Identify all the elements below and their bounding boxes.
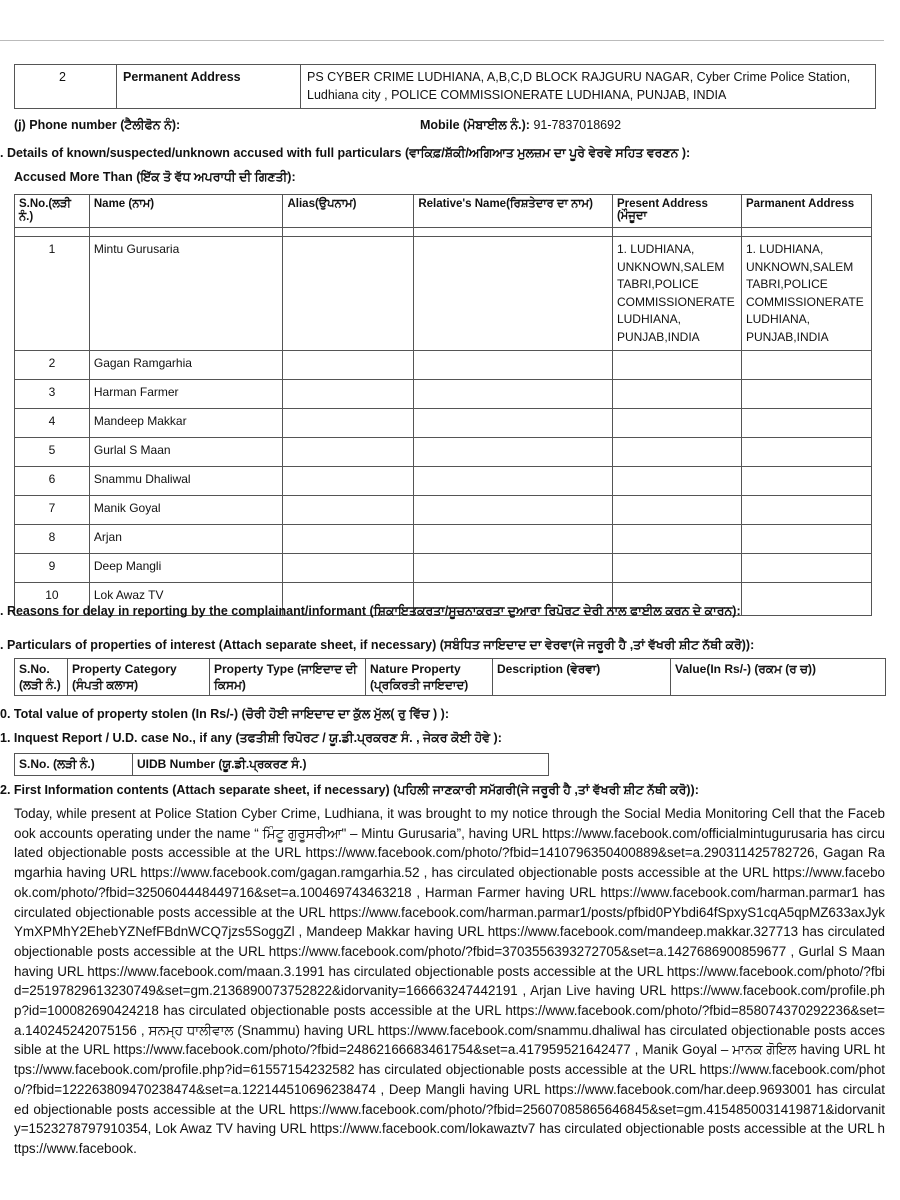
fir-contents-body: Today, while present at Police Station Cyber Crime, Ludhiana, it was brought to my notice through the Social Media Monitoring Cell that the Facebook accounts operating under the name “ ਮਿੰਟੂ ਗੁਰੂਸਰੀਆ" – Mintu Gurusaria”, having URL https://www.facebook.com/officialmintugurusaria has circulated objectionable posts accessible at the URL https://www.facebook.com/photo/?fbid=1410796350400889&set=a.290311425782726, Gagan Ramgarhia having URL https://www.facebook.com/gagan.ramgarhia.52 , has circulated objectionable posts accessible at the URL https://www.facebook.com/photo/?fbid=3250604448449716&set=a.100469743463218 , Harman Farmer having URL https://www.facebook.com/harman.parmar1 has circulated objectionable posts accessible at the URL https://www.facebook.com/harman.parmar1/posts/pfbid0PYbdi64fSpxyS1cqA5qpMZ633axJykYmXPMhY2EhebYZNefFBdnWCQ7jzs5SoggZl , Mandeep Makkar having URL https://www.facebook.com/mandeep.makkar.327713 has circulated objectionable posts accessible at the URL https://www.facebook.com/photo/?fbid=3703556393272705&set=a.1427686900859677 , Gurlal S Maan having URL https://www.facebook.com/maan.3.1991 has circulated objectionable posts accessible at the URL https://www.facebook.com/photo/?fbid=2519782961323074​9&set=gm.2136890073752822&idorvanity=166663247442191 , Arjan Live having URL https://www.facebook.com/profile.php?id=100082690424218 has circulated objectionable posts accessible at the URL https://www.facebook.com/photo/?fbid=858074370292236&set=a.140245242075156 , ਸਨਮ੍ਹ ਧਾਲੀਵਾਲ (Snammu) having URL https://www.facebook.com/snammu.dhaliwal has circulated objectionable posts accessible at the URL https://www.facebook.com/photo/?fbid=2486216668346175​4&set=a.417959521642477 , Manik Goyal – ਮਾਨਕ ਗੋਇਲ having URL https://www.facebook.com/profile.php?id=61557154232582 has circulated objectionable posts accessible at the URL https://www.facebook.com/photo/?fbid=122263809470238474&set=a.122144510696238474 , Deep Mangli having URL https://www.facebook.com/har.deep.9693001 has circulated objectionable posts accessible at the URL https://www.facebook.com/photo/?fbid=2560708586564684​5&set=gm.4154850031419871&idorvanity=1523278797910354, Lok Awaz TV having URL https://www.facebook.com/lokawaztv7 has circulated objectionable posts accessible at the URL https://www.facebook. bbox=[14, 806, 885, 1156]
mobile-line bbox=[420, 118, 621, 133]
address-row-value: PS CYBER CRIME LUDHIANA, A,B,C,D BLOCK RAJGURU NAGAR, Cyber Crime Police Station, Ludhiana city , POLICE COMMISSIONERATE LUDHIANA, PUNJAB, INDIA bbox=[301, 65, 876, 109]
row-alias bbox=[283, 237, 414, 351]
row-name: Deep Mangli bbox=[89, 554, 283, 583]
row-name: Lok Awaz TV bbox=[89, 583, 283, 616]
row-sno: 1 bbox=[15, 237, 90, 351]
page-top-rule bbox=[0, 40, 884, 41]
row-permanent-address: 1. LUDHIANA, UNKNOWN,SALEM TABRI,POLICE COMMISSIONERATE LUDHIANA, PUNJAB,INDIA bbox=[741, 237, 871, 351]
table-row bbox=[15, 525, 872, 554]
row-name: Snammu Dhaliwal bbox=[89, 467, 283, 496]
table-row bbox=[15, 496, 872, 525]
property-table bbox=[14, 658, 886, 696]
mobile-label: Mobile (ਮੋਬਾਈਲ ਨੰ.): bbox=[420, 118, 530, 132]
row-sno: 7 bbox=[15, 496, 90, 525]
col-relative: Relative's Name(ਰਿਸ਼ਤੇਦਾਰ ਦਾ ਨਾਮ) bbox=[414, 195, 613, 228]
col-nature-property: Nature Property (ਪ੍ਰਕਿਰਤੀ ਜਾਇਦਾਦ) bbox=[366, 659, 493, 696]
row-sno: 9 bbox=[15, 554, 90, 583]
col-sno: S.No.(ਲੜੀ ਨੰ.) bbox=[15, 195, 90, 228]
row-sno: 8 bbox=[15, 525, 90, 554]
accused-section-heading: . Details of known/suspected/unknown accused with full particulars (ਵਾਕਿਫ਼/ਸ਼ੱਕੀ/ਅਗਿਆਤ ਮੁਲਜ਼ਮ ਦਾ ਪੂਰੇ ਵੇਰਵੇ ਸਹਿਤ ਵਰਣਨ ): bbox=[0, 146, 691, 160]
row-name: Arjan bbox=[89, 525, 283, 554]
table-row bbox=[15, 351, 872, 380]
row-sno: 3 bbox=[15, 380, 90, 409]
col-property-type: Property Type (ਜਾਇਦਾਦ ਦੀ ਕਿਸਮ) bbox=[210, 659, 366, 696]
col-alias: Alias(ਉਪਨਾਮ) bbox=[283, 195, 414, 228]
inquest-heading: 1. Inquest Report / U.D. case No., if any (ਤਫਤੀਸ਼ੀ ਰਿਪੋਰਟ / ਯੂ.ਡੀ.ਪ੍ਰਕਰਣ ਸੰ. , ਜੇਕਰ ਕੋਈ ਹੋਵੇ ): bbox=[0, 731, 502, 745]
table-row bbox=[15, 554, 872, 583]
property-section-heading: . Particulars of properties of interest (Attach separate sheet, if necessary) (ਸਬੰਧਿਤ ਜਾਇਦਾਦ ਦਾ ਵੇਰਵਾ(ਜੇ ਜਰੂਰੀ ਹੈ ,ਤਾਂ ਵੱਖਰੀ ਸ਼ੀਟ ਨੱਥੀ ਕਰੋ)): bbox=[0, 638, 755, 652]
row-sno: 6 bbox=[15, 467, 90, 496]
fir-contents-heading: 2. First Information contents (Attach separate sheet, if necessary) (ਪਹਿਲੀ ਜਾਣਕਾਰੀ ਸਮੱਗਰੀ(ਜੇ ਜਰੂਰੀ ਹੈ ,ਤਾਂ ਵੱਖਰੀ ਸ਼ੀਟ ਨੱਥੀ ਕਰੋ)): bbox=[0, 783, 699, 797]
row-sno: 5 bbox=[15, 438, 90, 467]
table-row bbox=[15, 409, 872, 438]
col-present-address: Present Address (ਮੌਜੂਦਾ bbox=[612, 195, 741, 228]
col-permanent-address: Parmanent Address bbox=[741, 195, 871, 228]
row-relative bbox=[414, 237, 613, 351]
row-name: Mintu Gurusaria bbox=[89, 237, 283, 351]
delay-reasons-heading: . Reasons for delay in reporting by the complainant/informant (ਸ਼ਿਕਾਇਤਕਰਤਾ/ਸੂਚਨਾਕਰਤਾ ਦੁਆਰਾ ਰਿਪੋਰਟ ਦੇਰੀ ਨਾਲ ਫਾਈਲ ਕਰਨ ਦੇ ਕਾਰਨ): bbox=[0, 604, 741, 618]
accused-table bbox=[14, 194, 872, 616]
col-description: Description (ਵੇਰਵਾ) bbox=[493, 659, 671, 696]
col-property-category: Property Category (ਸੰਪਤੀ ਕਲਾਸ) bbox=[68, 659, 210, 696]
row-name: Harman Farmer bbox=[89, 380, 283, 409]
phone-number-label: (j) Phone number (ਟੈਲੀਫੋਨ ਨੰ): bbox=[14, 118, 181, 132]
address-row-number: 2 bbox=[15, 65, 117, 109]
col-name: Name (ਨਾਮ) bbox=[89, 195, 283, 228]
row-name: Mandeep Makkar bbox=[89, 409, 283, 438]
col-value: Value(In Rs/-) (ਰਕਮ (ਰ ਚ)) bbox=[671, 659, 886, 696]
row-name: Gagan Ramgarhia bbox=[89, 351, 283, 380]
row-present-address: 1. LUDHIANA, UNKNOWN,SALEM TABRI,POLICE COMMISSIONERATE LUDHIANA, PUNJAB,INDIA bbox=[612, 237, 741, 351]
row-name: Manik Goyal bbox=[89, 496, 283, 525]
table-row bbox=[15, 467, 872, 496]
col-sno: S.No. (ਲੜੀ ਨੰ.) bbox=[15, 754, 133, 776]
mobile-value: 91-7837018692 bbox=[533, 118, 622, 132]
accused-count-heading: Accused More Than (ਇੱਕ ਤੋ ਵੱਧ ਅਪਰਾਧੀ ਦੀ ਗਿਣਤੀ): bbox=[14, 170, 296, 184]
row-sno: 4 bbox=[15, 409, 90, 438]
property-table-header bbox=[15, 659, 886, 696]
stolen-value-heading: 0. Total value of property stolen (In Rs/-) (ਚੋਰੀ ਹੋਈ ਜਾਇਦਾਦ ਦਾ ਕੁੱਲ ਮੁੱਲ( ਰੁ ਵਿੱਚ ) ): bbox=[0, 707, 449, 721]
accused-table-header bbox=[15, 195, 872, 228]
row-name: Gurlal S Maan bbox=[89, 438, 283, 467]
col-sno: S.No. (ਲੜੀ ਨੰ.) bbox=[15, 659, 68, 696]
address-row-label: Permanent Address bbox=[117, 65, 301, 109]
table-row bbox=[15, 380, 872, 409]
table-row bbox=[15, 237, 872, 351]
inquest-table bbox=[14, 753, 549, 776]
table-row bbox=[15, 438, 872, 467]
permanent-address-table bbox=[14, 64, 876, 109]
row-sno: 2 bbox=[15, 351, 90, 380]
col-uidb-number: UIDB Number (ਯੂ.ਡੀ.ਪ੍ਰਕਰਣ ਸੰ.) bbox=[133, 754, 549, 776]
row-sno: 10 bbox=[15, 583, 90, 616]
